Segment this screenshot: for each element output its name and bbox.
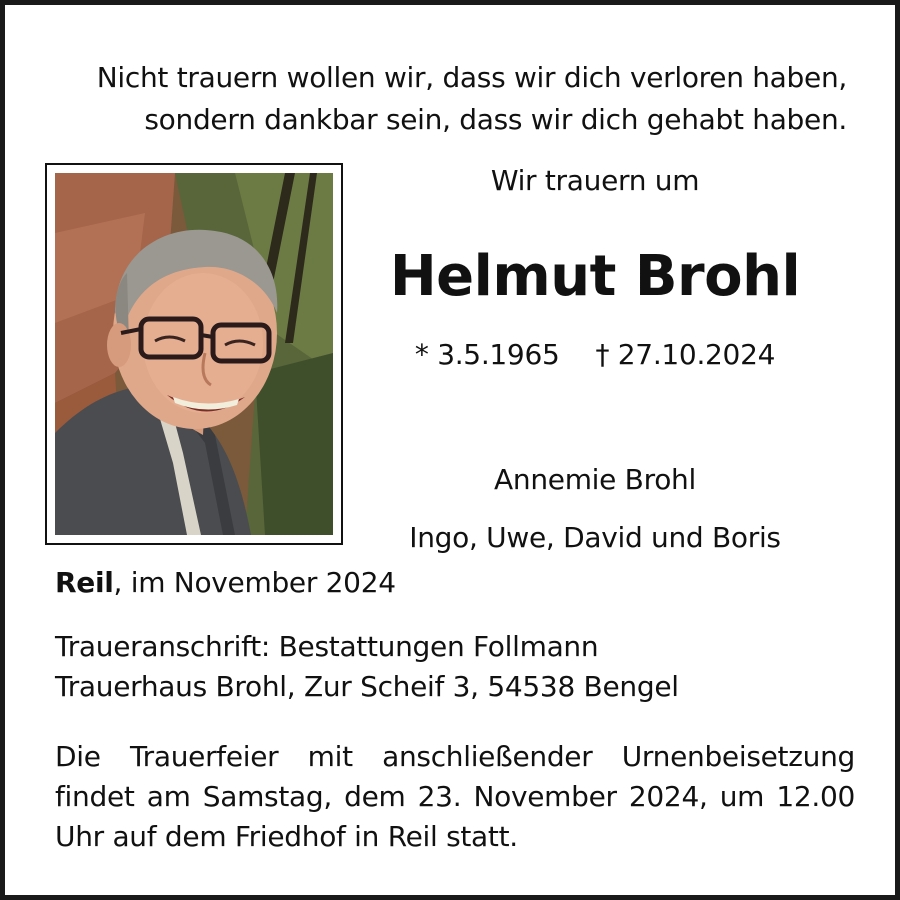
deceased-name: Helmut Brohl xyxy=(389,244,801,309)
address-line-2: Trauerhaus Brohl, Zur Scheif 3, 54538 Bengel xyxy=(55,670,679,703)
family-line-1: Annemie Brohl xyxy=(494,463,696,496)
quote-line-2: sondern dankbar sein, dass wir dich gehabt haben. xyxy=(144,103,847,136)
mourning-address xyxy=(55,627,679,707)
memorial-quote xyxy=(47,57,847,141)
bereaved-family xyxy=(365,451,825,567)
mourning-intro: Wir trauern um xyxy=(490,164,700,197)
birth-date: * 3.5.1965 xyxy=(414,338,560,371)
address-line-1: Traueranschrift: Bestattungen Follmann xyxy=(55,630,599,663)
portrait-photo-frame xyxy=(45,163,343,545)
funeral-service-info: Die Trauerfeier mit anschließender Urnenbeisetzung findet am Samstag, dem 23. November 2024, um 12.00 Uhr auf dem Friedhof in Reil statt. xyxy=(55,740,855,853)
death-date: † 27.10.2024 xyxy=(595,338,776,371)
life-dates xyxy=(385,337,805,373)
family-line-2: Ingo, Uwe, David und Boris xyxy=(409,521,781,554)
place-and-date xyxy=(55,565,396,601)
quote-line-1: Nicht trauern wollen wir, dass wir dich verloren haben, xyxy=(96,61,847,94)
portrait-photo xyxy=(55,173,333,535)
date-text: , im November 2024 xyxy=(113,566,396,599)
place-name: Reil xyxy=(55,566,114,599)
